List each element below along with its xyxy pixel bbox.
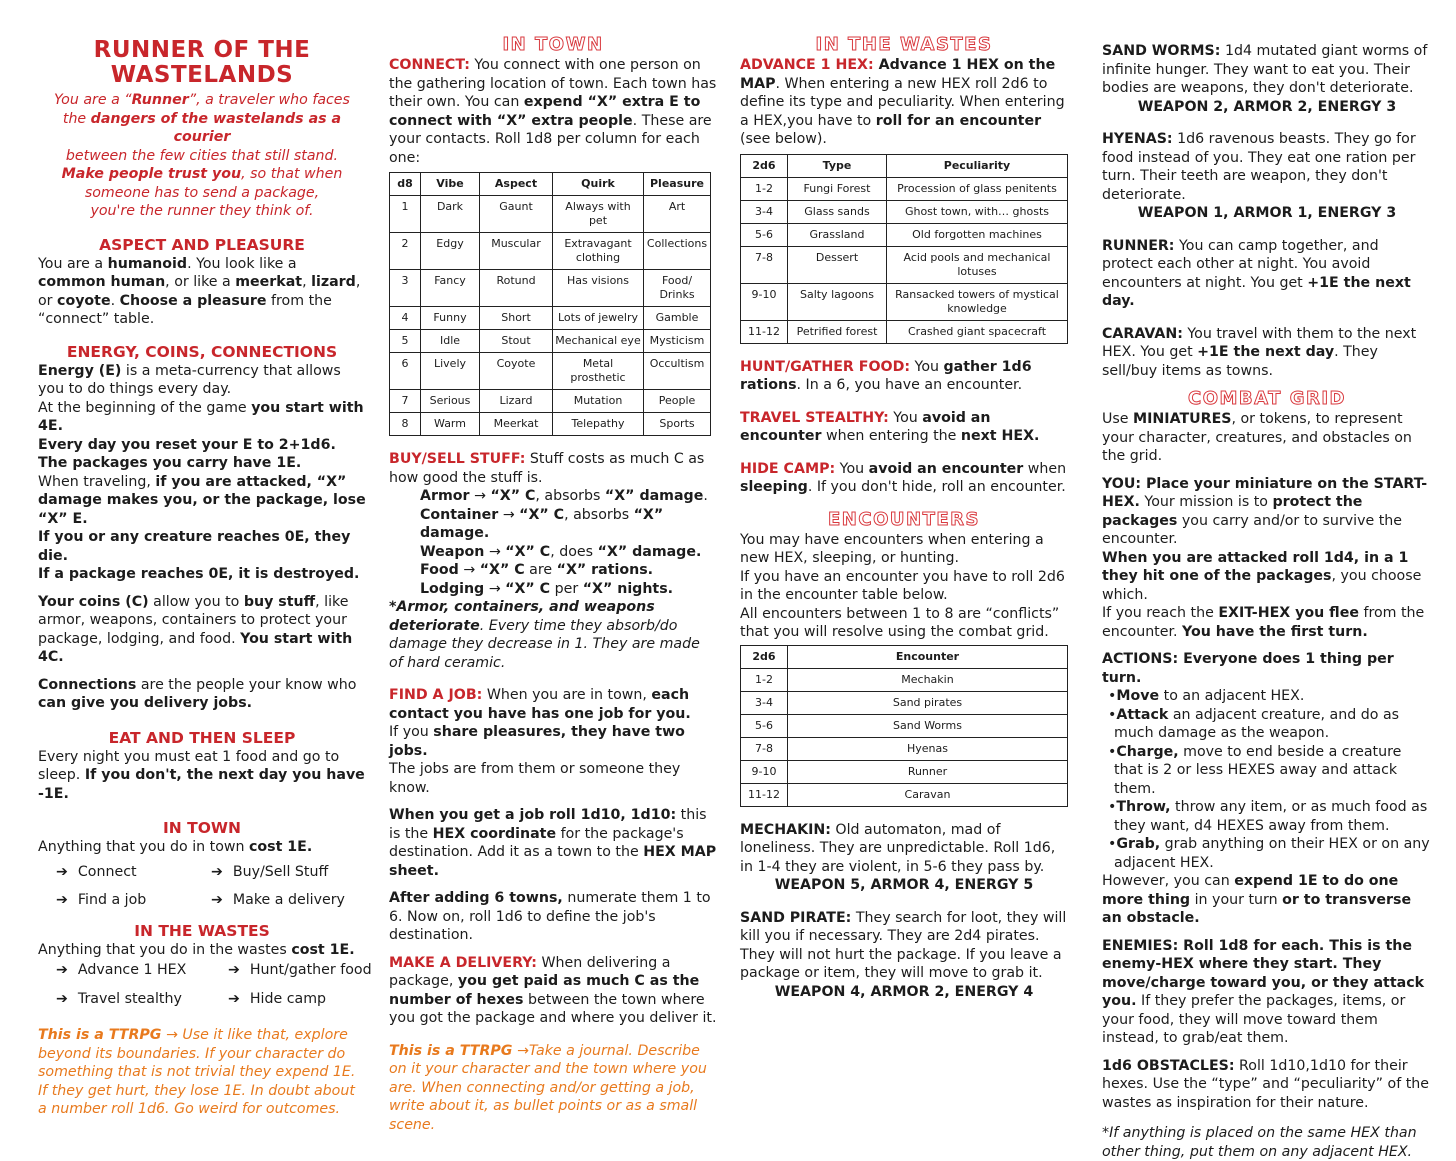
you-text: YOU: Place your miniature on the START-HEX. Your mission is to protect the packages you carry and/or to survive the encounter. When you are attacked roll 1d4, in a 1 they hit one of the packages, you choose which. If you reach the EXIT-HEX you flee from the encounter. You have the first turn. bbox=[1102, 475, 1428, 640]
list-item: ➔ Connect bbox=[56, 863, 137, 880]
aspect-text: You are a humanoid. You look like a common human, or like a meerkat, lizard, or coyote. Choose a pleasure from the “connect” table. bbox=[38, 255, 361, 327]
buysell-text: BUY/SELL STUFF: Stuff costs as much C as how good the stuff is. bbox=[389, 451, 705, 486]
actions-heading: ACTIONS: Everyone does 1 thing per turn. bbox=[1102, 651, 1394, 686]
table-header: Type bbox=[788, 154, 887, 177]
table-header: d8 bbox=[390, 173, 421, 196]
column-3 bbox=[740, 34, 1068, 1001]
table-header: Peculiarity bbox=[887, 154, 1068, 177]
hyenas-stats: WEAPON 1, ARMOR 1, ENERGY 3 bbox=[1137, 205, 1397, 221]
energy-text: Energy (E) is a meta-currency that allows you to do things every day. At the beginning of the game you start with 4E. Every day you reset your E to 2+1d6. The packages you carry have 1E. When traveling, if you are attacked, “X” damage makes you, or the package, lose “X” E. If you or any creature reaches 0E, they die. If a package reaches 0E, it is destroyed. bbox=[38, 362, 366, 582]
worms-text: SAND WORMS: 1d4 mutated giant worms of infinite hunger. They want to eat you. Their bodies are weapons, they don't deteriorate. bbox=[1102, 43, 1428, 96]
caravan-text: CARAVAN: You travel with them to the next HEX. You get +1E the next day. They sell/buy items as towns. bbox=[1102, 325, 1417, 379]
bullet-icon: • bbox=[1108, 799, 1117, 815]
list-item: ➔ Find a job bbox=[56, 892, 147, 908]
bullet-icon: • bbox=[1108, 706, 1117, 723]
table-row: 1-2 Fungi Forest Procession of glass penitents bbox=[741, 177, 1068, 200]
table-row: 2 Edgy Muscular Extravagant clothing Collections bbox=[390, 233, 711, 270]
table-row: 7-8 Hyenas bbox=[741, 737, 1068, 760]
column-2 bbox=[389, 34, 717, 1134]
stealth-text: TRAVEL STEALTHY: You avoid an encounter when entering the next HEX. bbox=[740, 409, 1040, 444]
in-wastes-heading: IN THE WASTES bbox=[815, 34, 993, 55]
town-text: Anything that you do in town cost 1E. bbox=[38, 839, 313, 855]
sixtowns-text: After adding 6 towns, numerate them 1 to 6. Now on, roll 1d6 to define the job's destination. bbox=[389, 890, 711, 943]
intro-text: You are a “Runner”, a traveler who faces the dangers of the wastelands as a courier between the few cities that still stand. Make people trust you, so that when someone has to send a package, you're the runner they think of. bbox=[54, 92, 350, 219]
list-item: ➔ Travel stealthy bbox=[56, 990, 182, 1007]
connect-text: CONNECT: You connect with one person on the gathering location of town. Each town has their own. You can expend “X” extra E to connect with “X” extra people. These are your contacts. Roll 1d8 per column for each one: bbox=[389, 57, 717, 166]
arrow-icon: ➔ bbox=[211, 863, 223, 880]
table-row: 5 Idle Stout Mechanical eye Mysticism bbox=[390, 330, 711, 353]
hide-text: HIDE CAMP: You avoid an encounter when sleeping. If you don't hide, roll an encounter. bbox=[740, 460, 1067, 495]
table-header: Vibe bbox=[421, 173, 480, 196]
bullet-icon: • bbox=[1108, 836, 1117, 852]
list-item: ➔ Advance 1 HEX bbox=[56, 962, 187, 978]
list-item: •Grab, grab anything on their HEX or on any adjacent HEX. bbox=[1108, 836, 1430, 871]
table-header: 2d6 bbox=[741, 154, 788, 177]
arrow-icon: ➔ bbox=[56, 892, 68, 908]
table-row: 7-8 Dessert Acid pools and mechanical lotuses bbox=[741, 246, 1068, 283]
table-row: 9-10 Salty lagoons Ransacked towers of mystical knowledge bbox=[741, 283, 1068, 320]
table-row: 3-4 Glass sands Ghost town, with… ghosts bbox=[741, 200, 1068, 223]
table-row: 1-2 Mechakin bbox=[741, 668, 1068, 691]
town-actions-list bbox=[56, 863, 366, 910]
wastes-heading: IN THE WASTES bbox=[134, 921, 270, 940]
list-item: •Move to an adjacent HEX. bbox=[1108, 688, 1305, 704]
jobroll-text: When you get a job roll 1d10, 1d10: this is the HEX coordinate for the package's destination. Add it as a town to the HEX MAP sheet. bbox=[389, 807, 717, 879]
bullet-icon: • bbox=[1108, 743, 1117, 760]
advance-text: ADVANCE 1 HEX: Advance 1 HEX on the MAP. When entering a new HEX roll 2d6 to define its type and peculiarity. When entering a HEX,you have to roll for an encounter (see below). bbox=[740, 57, 1065, 147]
table-row: 3 Fancy Rotund Has visions Food/ Drinks bbox=[390, 270, 711, 307]
table-row: 9-10 Runner bbox=[741, 760, 1068, 783]
table-row: 5-6 Sand Worms bbox=[741, 714, 1068, 737]
page-title: RUNNER OF THE WASTELANDS bbox=[93, 37, 311, 88]
ttrpg-note: This is a TTRPG → Use it like that, explore beyond its boundaries. If your character do something that is not trivial they expend 1E. If they get hurt, they lose 1E. In doubt about a number roll 1d6. Go weird for outcomes. bbox=[38, 1027, 356, 1117]
table-row: 4 Funny Short Lots of jewelry Gamble bbox=[390, 307, 711, 330]
placement-note: *If anything is placed on the same HEX than other thing, put them on any adjacent HEX. bbox=[1102, 1125, 1417, 1160]
bullet-icon: • bbox=[1108, 688, 1117, 704]
table-row: 3-4 Sand pirates bbox=[741, 691, 1068, 714]
list-item: •Throw, throw any item, or as much food as they want, d4 HEXES away from them. bbox=[1108, 799, 1428, 834]
combat-grid-heading: COMBAT GRID bbox=[1188, 388, 1346, 409]
findjob-text: FIND A JOB: When you are in town, each contact you have has one job for you. If you share pleasures, they have two jobs. The jobs are from them or someone they know. bbox=[389, 687, 691, 796]
buysell-list bbox=[389, 487, 717, 598]
list-item: ➔ Buy/Sell Stuff bbox=[211, 863, 329, 880]
table-row: 8 Warm Meerkat Telepathy Sports bbox=[390, 413, 711, 436]
mechakin-text: MECHAKIN: Old automaton, mad of loneliness. They are unpredictable. Roll 1d6, in 1-4 they are violent, in 5-6 they pass by. bbox=[740, 821, 1056, 875]
list-item: Food → “X” C are “X” rations. bbox=[420, 562, 654, 578]
table-header: Pleasure bbox=[644, 173, 711, 196]
connections-text: Connections are the people your know who can give you delivery jobs. bbox=[38, 676, 357, 711]
column-4 bbox=[1102, 34, 1432, 1161]
table-row: 11-12 Petrified forest Crashed giant spacecraft bbox=[741, 320, 1068, 343]
table-row: 7 Serious Lizard Mutation People bbox=[390, 390, 711, 413]
pirate-text: SAND PIRATE: They search for loot, they will kill you if necessary. They are 2d4 pirates. They will not hurt the package. If you leave a package or item, they will move to grab it. bbox=[740, 909, 1067, 981]
list-item: ➔ Hide camp bbox=[228, 990, 327, 1007]
table-row: 1 Dark Gaunt Always with pet Art bbox=[390, 196, 711, 233]
actions-list bbox=[1102, 687, 1432, 872]
actions-extra: However, you can expend 1E to do one more thing in your turn or to transverse an obstacle. bbox=[1102, 873, 1412, 926]
eat-heading: EAT AND THEN SLEEP bbox=[108, 728, 296, 747]
town-heading: IN TOWN bbox=[163, 819, 241, 837]
energy-heading: ENERGY, COINS, CONNECTIONS bbox=[66, 342, 338, 361]
list-item: Armor → “X” C, absorbs “X” damage. bbox=[420, 488, 708, 504]
list-item: •Attack an adjacent creature, and do as much damage as the weapon. bbox=[1108, 706, 1400, 741]
encounters-heading: ENCOUNTERS bbox=[828, 508, 980, 530]
list-item: •Charge, move to end beside a creature that is 2 or less HEXES away and attack them. bbox=[1108, 743, 1402, 797]
worms-stats: WEAPON 2, ARMOR 2, ENERGY 3 bbox=[1137, 98, 1397, 115]
arrow-icon: ➔ bbox=[56, 863, 68, 880]
arrow-icon: ➔ bbox=[228, 962, 240, 978]
ttrpg-note-2: This is a TTRPG →Take a journal. Describe on it your character and the town where you are. When connecting and/or getting a job, write about it, as bullet points or as a small scene. bbox=[389, 1042, 707, 1133]
column-1 bbox=[38, 34, 372, 1119]
enemies-text: ENEMIES: Roll 1d8 for each. This is the enemy-HEX where they start. They move/charge toward you, or they attack you. If they prefer the packages, items, or your food, they will move toward them instead, to grab/eat them. bbox=[1102, 937, 1425, 1046]
list-item: ➔ Make a delivery bbox=[211, 892, 345, 908]
aspect-heading: ASPECT AND PLEASURE bbox=[99, 235, 305, 254]
hyenas-text: HYENAS: 1d6 ravenous beasts. They go for food instead of you. They eat one ration per turn. Their teeth are weapon, they don't deteriorate. bbox=[1102, 131, 1416, 203]
hunt-text: HUNT/GATHER FOOD: You gather 1d6 rations. In a 6, you have an encounter. bbox=[740, 358, 1032, 393]
table-header: 2d6 bbox=[741, 645, 788, 668]
encounter-table bbox=[740, 645, 1068, 807]
table-header: Quirk bbox=[553, 173, 644, 196]
mechakin-stats: WEAPON 5, ARMOR 4, ENERGY 5 bbox=[774, 877, 1034, 893]
runner-text: RUNNER: You can camp together, and protect each other at night. You avoid encounters at night. You get +1E the next day. bbox=[1102, 237, 1411, 309]
hex-table bbox=[740, 154, 1068, 344]
wastes-actions-list bbox=[56, 961, 372, 1008]
delivery-text: MAKE A DELIVERY: When delivering a package, you get paid as much C as the number of hexes between the town where you got the package and where you deliver it. bbox=[389, 954, 717, 1026]
eat-text: Every night you must eat 1 food and go to sleep. If you don't, the next day you have -1E. bbox=[38, 748, 365, 802]
list-item: Lodging → “X” C per “X” nights. bbox=[420, 580, 674, 597]
coins-text: Your coins (C) allow you to buy stuff, like armor, weapons, containers to protect your package, lodging, and food. You start with 4C. bbox=[38, 593, 353, 665]
arrow-icon: ➔ bbox=[56, 990, 68, 1007]
pirate-stats: WEAPON 4, ARMOR 2, ENERGY 4 bbox=[774, 983, 1034, 1000]
arrow-icon: ➔ bbox=[228, 990, 240, 1007]
table-header: Aspect bbox=[480, 173, 553, 196]
list-item: ➔ Hunt/gather food bbox=[228, 962, 372, 978]
wastes-text: Anything that you do in the wastes cost 1E. bbox=[38, 941, 355, 958]
list-item: Container → “X” C, absorbs “X” damage. bbox=[420, 506, 664, 541]
table-row: 6 Lively Coyote Metal prosthetic Occultism bbox=[390, 353, 711, 390]
combat-text: Use MINIATURES, or tokens, to represent your character, creatures, and obstacles on the grid. bbox=[1102, 411, 1412, 464]
arrow-icon: ➔ bbox=[56, 962, 68, 978]
table-header: Encounter bbox=[788, 645, 1068, 668]
table-row: 11-12 Caravan bbox=[741, 783, 1068, 806]
deteriorate-note: *Armor, containers, and weapons deteriorate. Every time they absorb/do damage they decrease in 1. They are made of hard ceramic. bbox=[389, 599, 700, 671]
in-town-heading: IN TOWN bbox=[502, 34, 604, 55]
connect-table bbox=[389, 172, 711, 436]
table-row: 5-6 Grassland Old forgotten machines bbox=[741, 223, 1068, 246]
list-item: Weapon → “X” C, does “X” damage. bbox=[420, 543, 702, 560]
encounters-text: You may have encounters when entering a new HEX, sleeping, or hunting. If you have an encounter you have to roll 2d6 in the encounter table below. All encounters between 1 to 8 are “conflicts” that you will resolve using the combat grid. bbox=[740, 531, 1065, 640]
arrow-icon: ➔ bbox=[211, 892, 223, 908]
obstacles-text: 1d6 OBSTACLES: Roll 1d10,1d10 for their hexes. Use the “type” and “peculiarity” of the wastes as inspiration for their nature. bbox=[1102, 1057, 1429, 1111]
